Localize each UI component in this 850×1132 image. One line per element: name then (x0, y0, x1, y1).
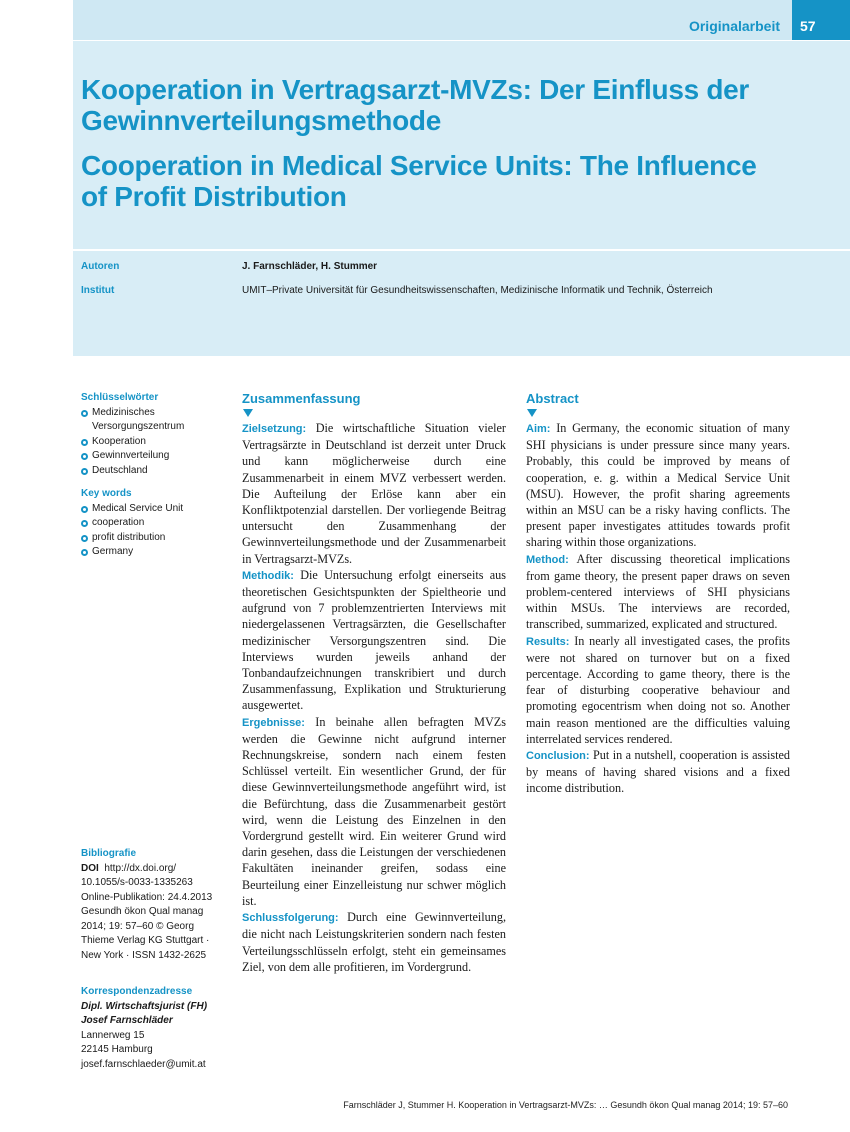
biblio-label: Bibliografie (81, 848, 137, 859)
abstract-paragraph: Schlussfolgerung: Durch eine Gewinnverteilung, die nicht nach Leistungskriterien sondern nach festen Verteilungsschlüsseln erfolgt, steht ein gemeinsames Ziel, von dem alle profitieren, im Vordergrund. (242, 910, 506, 974)
abstract-paragraph: Results: In nearly all investigated cases, the profits were not shared on turnover but on a fixed percentage. According to game theory, there is the fear of disturbing cooperative behaviour and promoting egocentrism when doing not so. Another main reason mentioned are the difficulties valuing interrelated services rendered. (526, 633, 790, 746)
corr-line: 22145 Hamburg (81, 1044, 153, 1055)
circle-bullet-icon (81, 439, 88, 446)
circle-bullet-icon (81, 506, 88, 513)
corr-label: Korrespondenzadresse (81, 986, 193, 997)
corr-line: Lannerweg 15 (81, 1029, 145, 1041)
abstract-paragraph: Aim: In Germany, the economic situation of many SHI physicians is under pressure since many years. Probably, this could be improved by means of cooperation, e. g. within a Medical Service Unit (MSU). However, the profit sharing agreements within an MSU can be a risky having conflicts. The present paper investigates attitudes towards profit sharing within those organizations. (526, 421, 790, 550)
circle-bullet-icon (81, 549, 88, 556)
keywords-sidebar (81, 391, 221, 569)
abstract-german (242, 390, 506, 975)
title-english: Cooperation in Medical Service Units: The Influence of Profit Distribution (81, 150, 757, 212)
keyword-item: Germany (81, 545, 221, 560)
circle-bullet-icon (81, 468, 88, 475)
abstract-paragraph: Ergebnisse: In beinahe allen befragten MVZs werden die Gewinne nicht aufgrund interner Rechnungskreise, sondern nach einem festen Schlüssel verteilt. Ein wesentlicher Grund, der für diese Gewinnverteilungsmethode angeführt wird, ist die Befürchtung, dass die Zusammenarbeit gestört wird, wenn die Leistung des Einzelnen in den Vordergrund gestellt wird. Ein weiterer Grund wird darin gesehen, dass die Leistungen der verschiedenen Fakultäten ineinander greifen, sodass eine Beurteilung einer Einzelleistung nur schwer möglich ist. (242, 714, 506, 908)
biblio-line: Online-Publikation: 24.4.2013 (81, 891, 213, 903)
doi-line: DOI http://dx.doi.org/ (81, 862, 177, 874)
abstract-de-title: Zusammenfassung (242, 391, 361, 406)
circle-bullet-icon (81, 535, 88, 542)
abstract-paragraph: Method: After discussing theoretical implications from game theory, the present paper draws on seven problem-centered interviews of SHI physicians within MSUs. The interviews are recorded, transcribed, summarized, explicated and structured. (526, 551, 791, 632)
keyword-item: Kooperation (81, 435, 221, 450)
doi-line: 10.1055/s-0033-1335263 (81, 877, 193, 888)
abstract-en-title: Abstract (526, 391, 579, 406)
biblio-line: Thieme Verlag KG Stuttgart · (81, 935, 210, 946)
correspondence-address (81, 985, 231, 1072)
keywords-en-list (81, 502, 221, 560)
institute: UMIT–Private Universität für Gesundheitswissenschaften, Medizinische Informatik und Technik, Österreich (242, 285, 713, 296)
keyword-item: Deutschland (81, 464, 221, 479)
authors: J. Farnschläder, H. Stummer (242, 261, 378, 272)
keyword-item: Medizinisches Versorgungszentrum (81, 406, 221, 435)
keyword-item: profit distribution (81, 531, 221, 546)
biblio-line: 2014; 19: 57–60 © Georg (81, 920, 195, 932)
section-label: Originalarbeit (688, 18, 780, 34)
abstract-paragraph: Methodik: Die Untersuchung erfolgt einerseits aus theoretischen Gesichtspunkten der Spieltheorie und aufgrund von 7 problemzentrierten Interviews mit niedergelassenen Vertragsärzten, die Gesellschafter medizinischer Versorgungszentren sind. Die Interviews wurden jeweils anhand der Tonbandaufzeichnungen transkribiert und durch Zusammenfassung, Explikation und Strukturierung ausgewertet. (242, 567, 506, 713)
keyword-item: Gewinnverteilung (81, 449, 221, 464)
circle-bullet-icon (81, 520, 88, 527)
title-band (73, 41, 850, 249)
abstract-paragraph: Zielsetzung: Die wirtschaftliche Situation vieler Vertragsärzte in Deutschland ist derzeit unter Druck und kann möglicherweise durch eine Zusammenarbeit in einem MVZ verbessert werden. Die Aufteilung der Erlöse kann aber ein Konfliktpotenzial darstellen. Der vorliegende Beitrag untersucht den Zusammenhang der Gewinnverteilungsmethode und der Zusammenarbeit in Vertragsarzt-MVZs. (242, 421, 506, 566)
biblio-line: New York · ISSN 1432-2625 (81, 949, 207, 961)
bibliography (81, 847, 221, 963)
biblio-line: Gesundh ökon Qual manag (81, 906, 204, 917)
keywords-en-label: Key words (81, 488, 132, 499)
author-band (73, 251, 850, 356)
keywords-de-label: Schlüsselwörter (81, 392, 159, 403)
header-bar (73, 0, 850, 40)
corr-email: josef.farnschlaeder@umit.at (81, 1058, 206, 1070)
page-footer: Farnschläder J, Stummer H. Kooperation in Vertragsarzt-MVZs: … Gesundh ökon Qual manag 2014; 19: 57–60 (343, 1100, 788, 1110)
triangle-down-icon (243, 409, 253, 417)
corr-name-line: Dipl. Wirtschaftsjurist (FH) (81, 1000, 208, 1012)
abstract-english (526, 390, 790, 797)
abstract-paragraph: Conclusion: Put in a nutshell, cooperation is assisted by means of having shared visions and a fixed income distribution. (526, 748, 791, 796)
circle-bullet-icon (81, 410, 88, 417)
keyword-item: Medical Service Unit (81, 502, 221, 517)
page-number: 57 (792, 0, 850, 40)
corr-name-line: Josef Farnschläder (81, 1015, 173, 1026)
circle-bullet-icon (81, 453, 88, 460)
triangle-down-icon (527, 409, 537, 417)
institute-label: Institut (81, 285, 115, 296)
keyword-item: cooperation (81, 516, 221, 531)
authors-label: Autoren (81, 261, 120, 272)
title-german: Kooperation in Vertragsarzt-MVZs: Der Einfluss der Gewinnverteilungsmethode (81, 74, 750, 136)
keywords-de-list (81, 406, 221, 479)
